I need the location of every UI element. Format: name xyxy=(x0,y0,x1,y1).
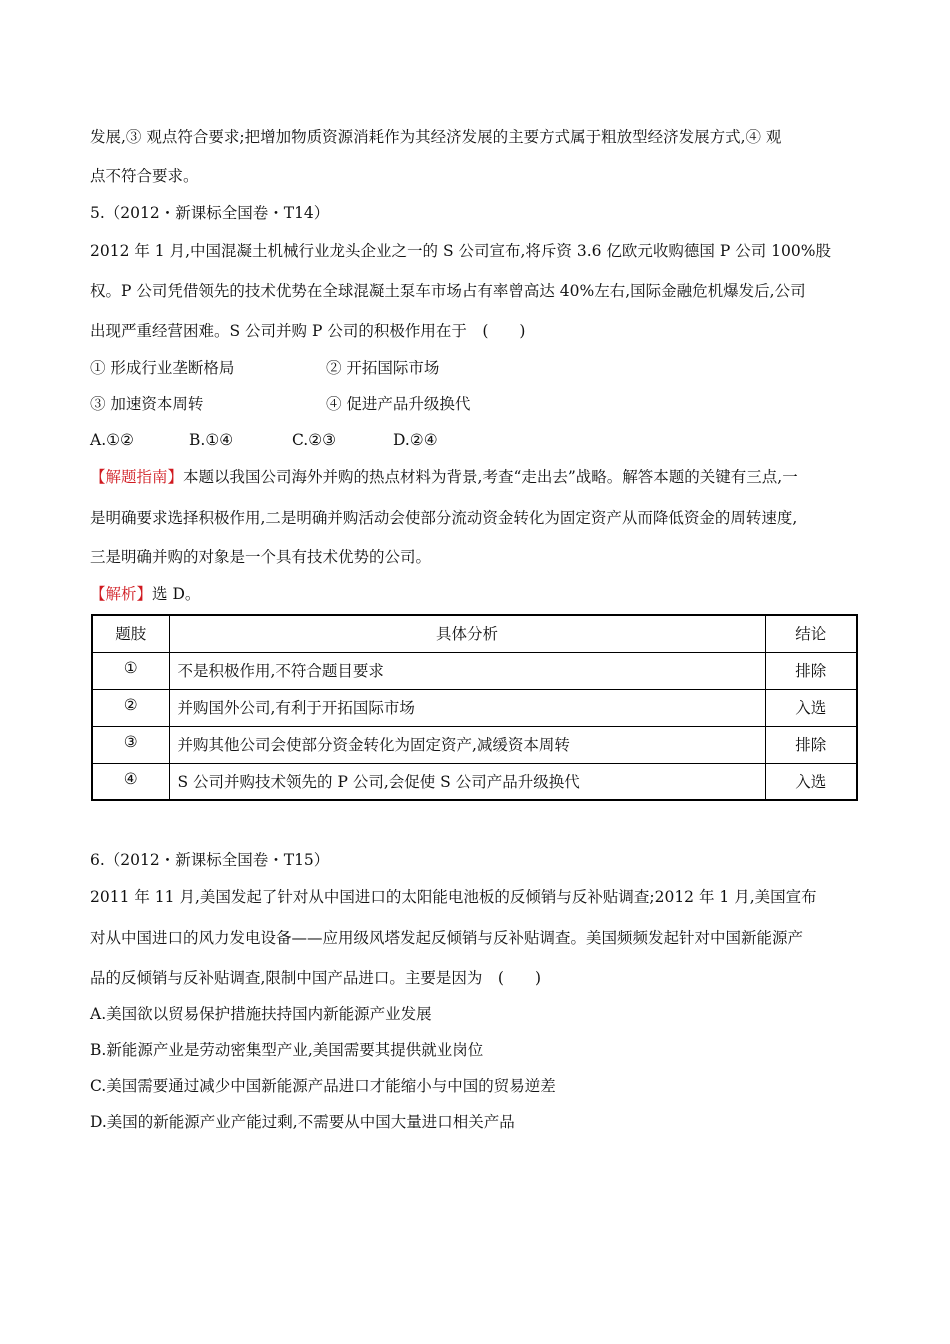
question-5-option-3: ③ 加速资本周转 xyxy=(90,395,204,413)
analysis-table xyxy=(91,614,858,801)
table-row xyxy=(92,689,857,726)
table-row xyxy=(92,726,857,763)
table-header-cell: 具体分析 xyxy=(169,615,765,652)
table-row xyxy=(92,763,857,800)
guide-line-2: 是明确要求选择积极作用,二是明确并购活动会使部分流动资金转化为固定资产从而降低资金的周转速度, xyxy=(90,509,798,527)
table-cell: ④ xyxy=(92,763,169,800)
question-5-answer-c: C.②③ xyxy=(292,431,337,449)
question-5-answer-a: A.①② xyxy=(90,431,134,449)
table-cell: 排除 xyxy=(765,726,857,763)
analysis-line xyxy=(90,584,200,604)
table-header-cell: 题肢 xyxy=(92,615,169,652)
table-header-row xyxy=(92,615,857,652)
question-6-title: 6.（2012・新课标全国卷・T15） xyxy=(90,851,330,869)
table-cell: ② xyxy=(92,689,169,726)
question-5-answer-b: B.①④ xyxy=(189,431,234,449)
question-5-stem-line-3: 出现严重经营困难。S 公司并购 P 公司的积极作用在于 ( ) xyxy=(90,322,526,340)
table-cell: 并购国外公司,有利于开拓国际市场 xyxy=(169,689,765,726)
table-row xyxy=(92,652,857,689)
table-cell: 排除 xyxy=(765,652,857,689)
table-cell: ① xyxy=(92,652,169,689)
question-6-stem-line-3: 品的反倾销与反补贴调查,限制中国产品进口。主要是因为 ( ) xyxy=(90,969,542,987)
question-6-option-d: D.美国的新能源产业产能过剩,不需要从中国大量进口相关产品 xyxy=(90,1113,515,1131)
table-cell: S 公司并购技术领先的 P 公司,会促使 S 公司产品升级换代 xyxy=(169,763,765,800)
question-5-option-1: ① 形成行业垄断格局 xyxy=(90,359,235,377)
table-cell: ③ xyxy=(92,726,169,763)
table-cell: 入选 xyxy=(765,763,857,800)
question-5-option-2: ② 开拓国际市场 xyxy=(326,359,440,377)
question-5-answer-d: D.②④ xyxy=(393,431,438,449)
question-6-option-b: B.新能源产业是劳动密集型产业,美国需要其提供就业岗位 xyxy=(90,1041,484,1059)
analysis-text: 选 D。 xyxy=(152,585,201,603)
table-cell: 不是积极作用,不符合题目要求 xyxy=(169,652,765,689)
question-6-option-c: C.美国需要通过减少中国新能源产品进口才能缩小与中国的贸易逆差 xyxy=(90,1077,556,1095)
guide-line-1 xyxy=(90,467,798,487)
question-5-title: 5.（2012・新课标全国卷・T14） xyxy=(90,204,330,222)
question-5-stem-line-2: 权。P 公司凭借领先的技术优势在全球混凝土泵车市场占有率曾高达 40%左右,国际金融危机爆发后,公司 xyxy=(90,282,806,300)
guide-line-3: 三是明确并购的对象是一个具有技术优势的公司。 xyxy=(90,548,432,566)
table-cell: 入选 xyxy=(765,689,857,726)
table-cell: 并购其他公司会使部分资金转化为固定资产,减缓资本周转 xyxy=(169,726,765,763)
analysis-label: 【解析】 xyxy=(90,585,153,603)
question-5-stem-line-1: 2012 年 1 月,中国混凝土机械行业龙头企业之一的 S 公司宣布,将斥资 3.6 亿欧元收购德国 P 公司 100%股 xyxy=(90,242,831,260)
table-header-cell: 结论 xyxy=(765,615,857,652)
question-6-stem-line-1: 2011 年 11 月,美国发起了针对从中国进口的太阳能电池板的反倾销与反补贴调查;2012 年 1 月,美国宣布 xyxy=(90,888,817,906)
question-5-option-4: ④ 促进产品升级换代 xyxy=(326,395,471,413)
paragraph-continued-line-1: 发展,③ 观点符合要求;把增加物质资源消耗作为其经济发展的主要方式属于粗放型经济发展方式,④ 观 xyxy=(90,128,782,146)
guide-text-1: 本题以我国公司海外并购的热点材料为背景,考查“走出去”战略。解答本题的关键有三点,一 xyxy=(183,468,798,486)
question-6-option-a: A.美国欲以贸易保护措施扶持国内新能源产业发展 xyxy=(90,1005,432,1023)
guide-label: 【解题指南】 xyxy=(90,468,184,486)
paragraph-continued-line-2: 点不符合要求。 xyxy=(90,167,199,185)
question-6-stem-line-2: 对从中国进口的风力发电设备——应用级风塔发起反倾销与反补贴调查。美国频频发起针对中国新能源产 xyxy=(90,929,804,947)
